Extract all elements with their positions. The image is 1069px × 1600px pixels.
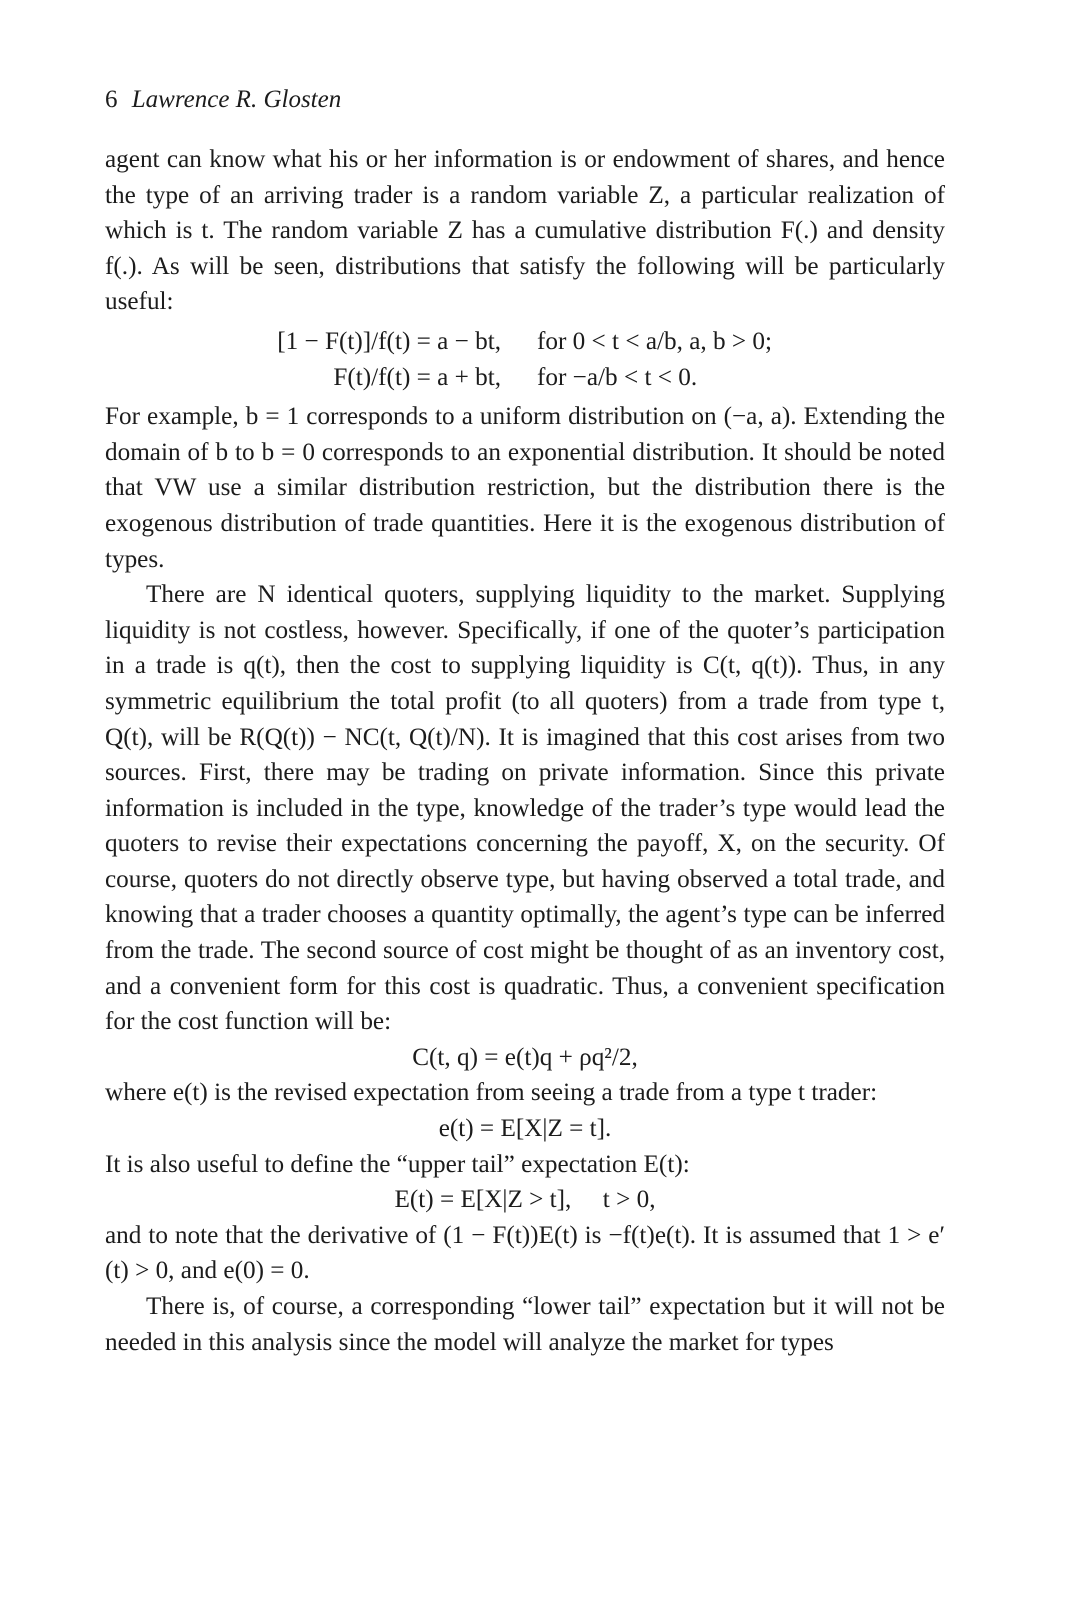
paragraph-2: For example, b = 1 corresponds to a uniform distribution on (−a, a). Extending the domain of b to b = 0 corresponds to an exponential distribution. It should be noted that VW use a similar distribution restriction, but the distribution there is the exogenous distribution of trade quantities. Here it is the exogenous distribution of types.: [105, 403, 945, 573]
equation-2-condition: for −a/b < t < 0.: [537, 363, 698, 391]
equation-upper-tail: E(t) = E[X|Z > t], t > 0,: [394, 1186, 656, 1214]
equation-2-lhs: F(t)/f(t) = a + bt,: [333, 363, 501, 391]
equation-revised-expectation: e(t) = E[X|Z = t].: [438, 1115, 612, 1143]
paragraph-3: There are N identical quoters, supplying liquidity to the market. Supplying liquidity is not costless, however. Specifically, if one of the quoter’s participation in a trade is q(t), then the cost to supplying liquidity is C(t, q(t)). Thus, in any symmetric equilibrium the total profit (to all quoters) from a trade from type t, Q(t), will be R(Q(t)) − NC(t, Q(t)/N). It is imagined that this cost arises from two sources. First, there may be trading on private information. Since this private information is included in the type, knowledge of the trader’s type would lead the quoters to revise their expectations concerning the payoff, X, on the security. Of course, quoters do not directly observe type, but having observed a total trade, and knowing that a trader chooses a quantity optimally, the agent’s type can be inferred from the trade. The second source of cost might be thought of as an inventory cost, and a convenient form for this cost is quadratic. Thus, a convenient specification for the cost function will be:: [105, 581, 945, 1036]
page-number: 6: [105, 86, 118, 113]
paragraph-4: where e(t) is the revised expectation from seeing a trade from a type t trader:: [105, 1079, 878, 1107]
paragraph-6: and to note that the derivative of (1 − F(t))E(t) is −f(t)e(t). It is assumed that 1 > e′(t) > 0, and e(0) = 0.: [105, 1221, 945, 1285]
paragraph-7: There is, of course, a corresponding “lower tail” expectation but it will not be needed in this analysis since the model will analyze the market for types: [105, 1293, 945, 1356]
distribution-equations: [215, 324, 945, 395]
equation-cost-function: C(t, q) = e(t)q + ρq²/2,: [412, 1043, 638, 1071]
paragraph-1: agent can know what his or her information is or endowment of shares, and hence the type of an arriving trader is a random variable Z, a particular realization of which is t. The random variable Z has a cumulative distribution F(.) and density f(.). As will be seen, distributions that satisfy the following will be particularly useful:: [105, 146, 945, 316]
equation-1-condition: for 0 < t < a/b, a, b > 0;: [537, 327, 772, 355]
running-head-author: Lawrence R. Glosten: [131, 86, 342, 113]
running-header: [105, 86, 341, 114]
paragraph-5: It is also useful to define the “upper tail” expectation E(t):: [105, 1150, 690, 1178]
page-body: [105, 142, 945, 1360]
equation-1-lhs: [1 − F(t)]/f(t) = a − bt,: [277, 327, 501, 355]
